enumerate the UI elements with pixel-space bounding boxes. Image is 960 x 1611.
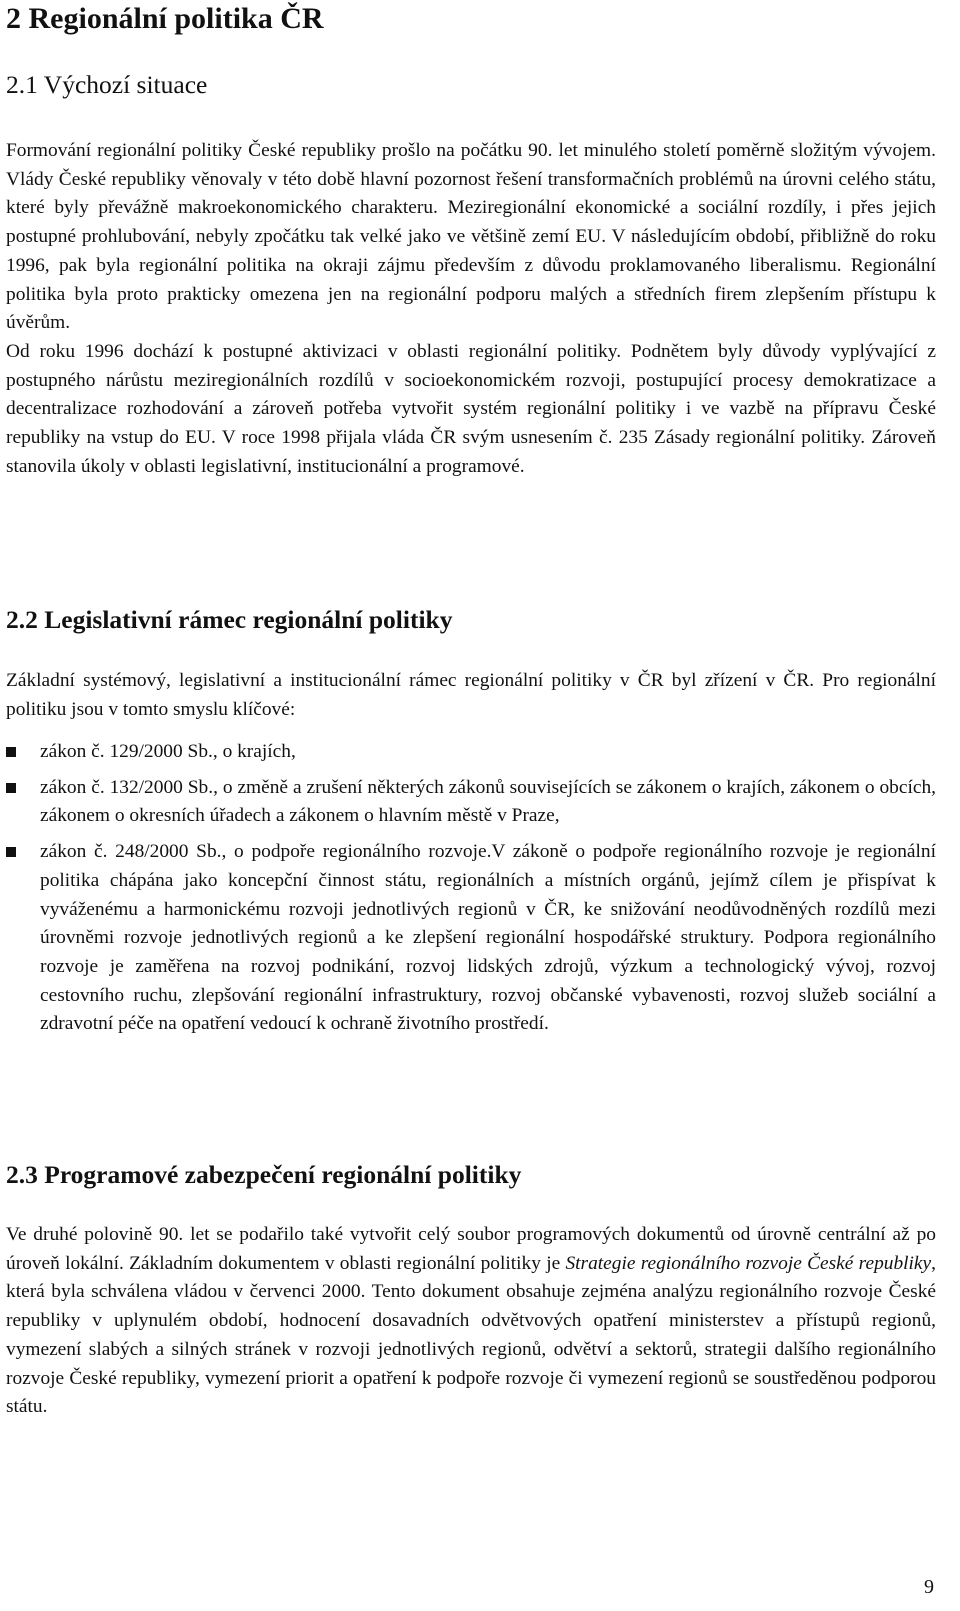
chapter-title: 2 Regionální politika ČR <box>6 2 324 35</box>
list-item-text: zákon č. 129/2000 Sb., o krajích, <box>40 741 296 762</box>
square-bullet-icon <box>6 747 16 757</box>
square-bullet-icon <box>6 783 16 793</box>
section-heading-2-3: 2.3 Programové zabezpečení regionální politiky <box>6 1160 522 1189</box>
page-number: 9 <box>924 1576 934 1598</box>
section-2-2-intro: Základní systémový, legislativní a institucionální rámec regionální politiky v ČR byl zřízení v ČR. Pro regionální politiku jsou v tomto smyslu klíčové: <box>6 670 936 720</box>
square-bullet-icon <box>6 847 16 857</box>
list-item-text: zákon č. 132/2000 Sb., o změně a zrušení některých zákonů souvisejících se zákonem o krajích, zákonem o obcích, zákonem o okresních úřadech a zákonem o hlavním městě v Praze, <box>40 776 936 827</box>
list-item <box>6 838 936 1039</box>
section-2-3-body <box>6 1221 936 1422</box>
paragraph-text: , která byla schválena vládou v červenci 2000. Tento dokument obsahuje zejména analýzu regionálního rozvoje České republiky v uplynulém období, hodnocení dosavadních odvětvových opatření ministerstev a přístupů regionů, vymezení slabých a silných stránek v rozvoji jednotlivých regionů, odvětví a sektorů, strategii dalšího regionálního rozvoje České republiky, vymezení priorit a opatření k podpoře rozvoje či vymezení regionů se soustředěnou podporou státu. <box>6 1252 937 1418</box>
list-item-text: zákon č. 248/2000 Sb., o podpoře regionálního rozvoje.V zákoně o podpoře regionálního rozvoje je regionální politika chápána jako koncepční činnost státu, regionálních a místních orgánů, jejímž cílem je přispívat k vyváženému a harmonickému rozvoji jednotlivých regionů v ČR, ke snižování neodůvodněných rozdílů mezi úrovněmi rozvoje jednotlivých regionů a ke zlepšení regionální hospodářské struktury. Podpora regionálního rozvoje je zaměřena na rozvoj podnikání, rozvoj lidských zdrojů, výzkum a technologický vývoj, rozvoj cestovního ruchu, zlepšování regionální infrastruktury, rozvoj občanské vybavenosti, rozvoj služeb sociální a zdravotní péče na opatření vedoucí k ochraně životního prostředí. <box>40 841 936 1035</box>
section-2-1-body <box>6 137 936 481</box>
paragraph-text: Ve druhé polovině 90. let se podařilo také vytvořit celý soubor programových dokumentů od úrovně centrální až po úroveň lokální. Základním dokumentem v oblasti regionální politiky je <box>6 1224 936 1274</box>
list-item <box>6 738 936 767</box>
law-list <box>6 738 936 1039</box>
strategy-document-title: Strategie regionálního rozvoje České republiky <box>565 1252 932 1274</box>
paragraph: Od roku 1996 dochází k postupné aktivizaci v oblasti regionální politiky. Podnětem byly důvody vyplývající z postupného nárůstu meziregionálních rozdílů v socioekonomickém rozvoji, postupující procesy demokratizace a decentralizace rozhodování a zároveň potřeba vytvořit systém regionální politiky i ve vazbě na přípravu České republiky na vstup do EU. V roce 1998 přijala vláda ČR svým usnesením č. 235 Zásady regionální politiky. Zároveň stanovila úkoly v oblasti legislativní, institucionální a programové. <box>6 340 936 477</box>
list-item <box>6 774 936 831</box>
paragraph: Formování regionální politiky České republiky prošlo na počátku 90. let minulého století poměrně složitým vývojem. Vlády České republiky věnovaly v této době hlavní pozornost řešení transformačních problémů na úrovni celého státu, které byly převážně makroekonomického charakteru. Meziregionální ekonomické a sociální rozdíly, i přes jejich postupné prohlubování, nebyly zpočátku tak velké jako ve většině zemí EU. V následujícím období, přibližně do roku 1996, pak byla regionální politika na okraji zájmu především z důvodu proklamovaného liberalismu. Regionální politika byla proto prakticky omezena jen na regionální podporu malých a středních firem zlepšením přístupu k úvěrům. <box>6 140 936 334</box>
section-heading-2-2: 2.2 Legislativní rámec regionální politiky <box>6 605 453 634</box>
section-heading-2-1: 2.1 Výchozí situace <box>6 70 208 99</box>
